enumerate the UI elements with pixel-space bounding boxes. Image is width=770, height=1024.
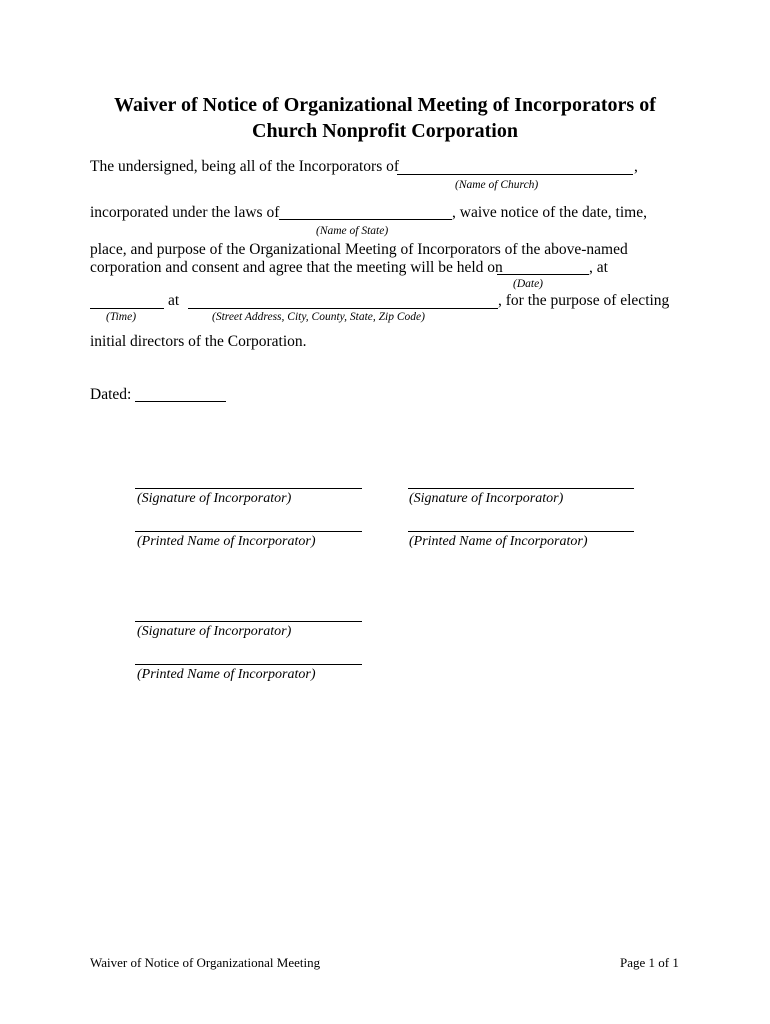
incorporated-text: incorporated under the laws of <box>90 204 280 221</box>
time-caption: (Time) <box>106 311 137 323</box>
at-text-2: at <box>168 292 180 309</box>
date-caption: (Date) <box>513 278 544 290</box>
dated-field[interactable] <box>135 401 226 402</box>
signature-caption-2: (Signature of Incorporator) <box>409 491 564 506</box>
signature-caption-1: (Signature of Incorporator) <box>137 491 292 506</box>
address-field[interactable] <box>188 308 498 309</box>
signature-line-2[interactable] <box>408 488 634 489</box>
signature-line-1[interactable] <box>135 488 362 489</box>
comma-text: , <box>634 158 638 175</box>
at-text-1: , at <box>589 259 608 276</box>
printed-name-caption-1: (Printed Name of Incorporator) <box>137 534 316 549</box>
state-field[interactable] <box>279 219 452 220</box>
intro-text: The undersigned, being all of the Incorporators of <box>90 158 400 175</box>
church-name-field[interactable] <box>397 174 633 175</box>
signature-line-3[interactable] <box>135 621 362 622</box>
time-field[interactable] <box>90 308 164 309</box>
consent-text: corporation and consent and agree that the meeting will be held on <box>90 259 503 276</box>
printed-name-caption-3: (Printed Name of Incorporator) <box>137 667 316 682</box>
printed-name-line-1[interactable] <box>135 531 362 532</box>
purpose-text: , for the purpose of electing <box>498 292 670 309</box>
footer-title: Waiver of Notice of Organizational Meeting <box>90 955 321 970</box>
waive-notice-text: , waive notice of the date, time, <box>452 204 647 221</box>
printed-name-line-2[interactable] <box>408 531 634 532</box>
printed-name-caption-2: (Printed Name of Incorporator) <box>409 534 588 549</box>
church-name-caption: (Name of Church) <box>455 179 539 191</box>
address-caption: (Street Address, City, County, State, Zip Code) <box>212 311 425 323</box>
place-purpose-text: place, and purpose of the Organizational Meeting of Incorporators of the above-named <box>90 241 628 258</box>
dated-label: Dated: <box>90 386 132 403</box>
state-caption: (Name of State) <box>316 225 389 237</box>
signature-caption-3: (Signature of Incorporator) <box>137 624 292 639</box>
directors-text: initial directors of the Corporation. <box>90 333 307 350</box>
document-title-line-2: Church Nonprofit Corporation <box>252 120 518 142</box>
page-number: Page 1 of 1 <box>620 955 679 970</box>
date-field[interactable] <box>497 274 589 275</box>
document-title-line-1: Waiver of Notice of Organizational Meeting of Incorporators of <box>114 94 656 116</box>
printed-name-line-3[interactable] <box>135 664 362 665</box>
